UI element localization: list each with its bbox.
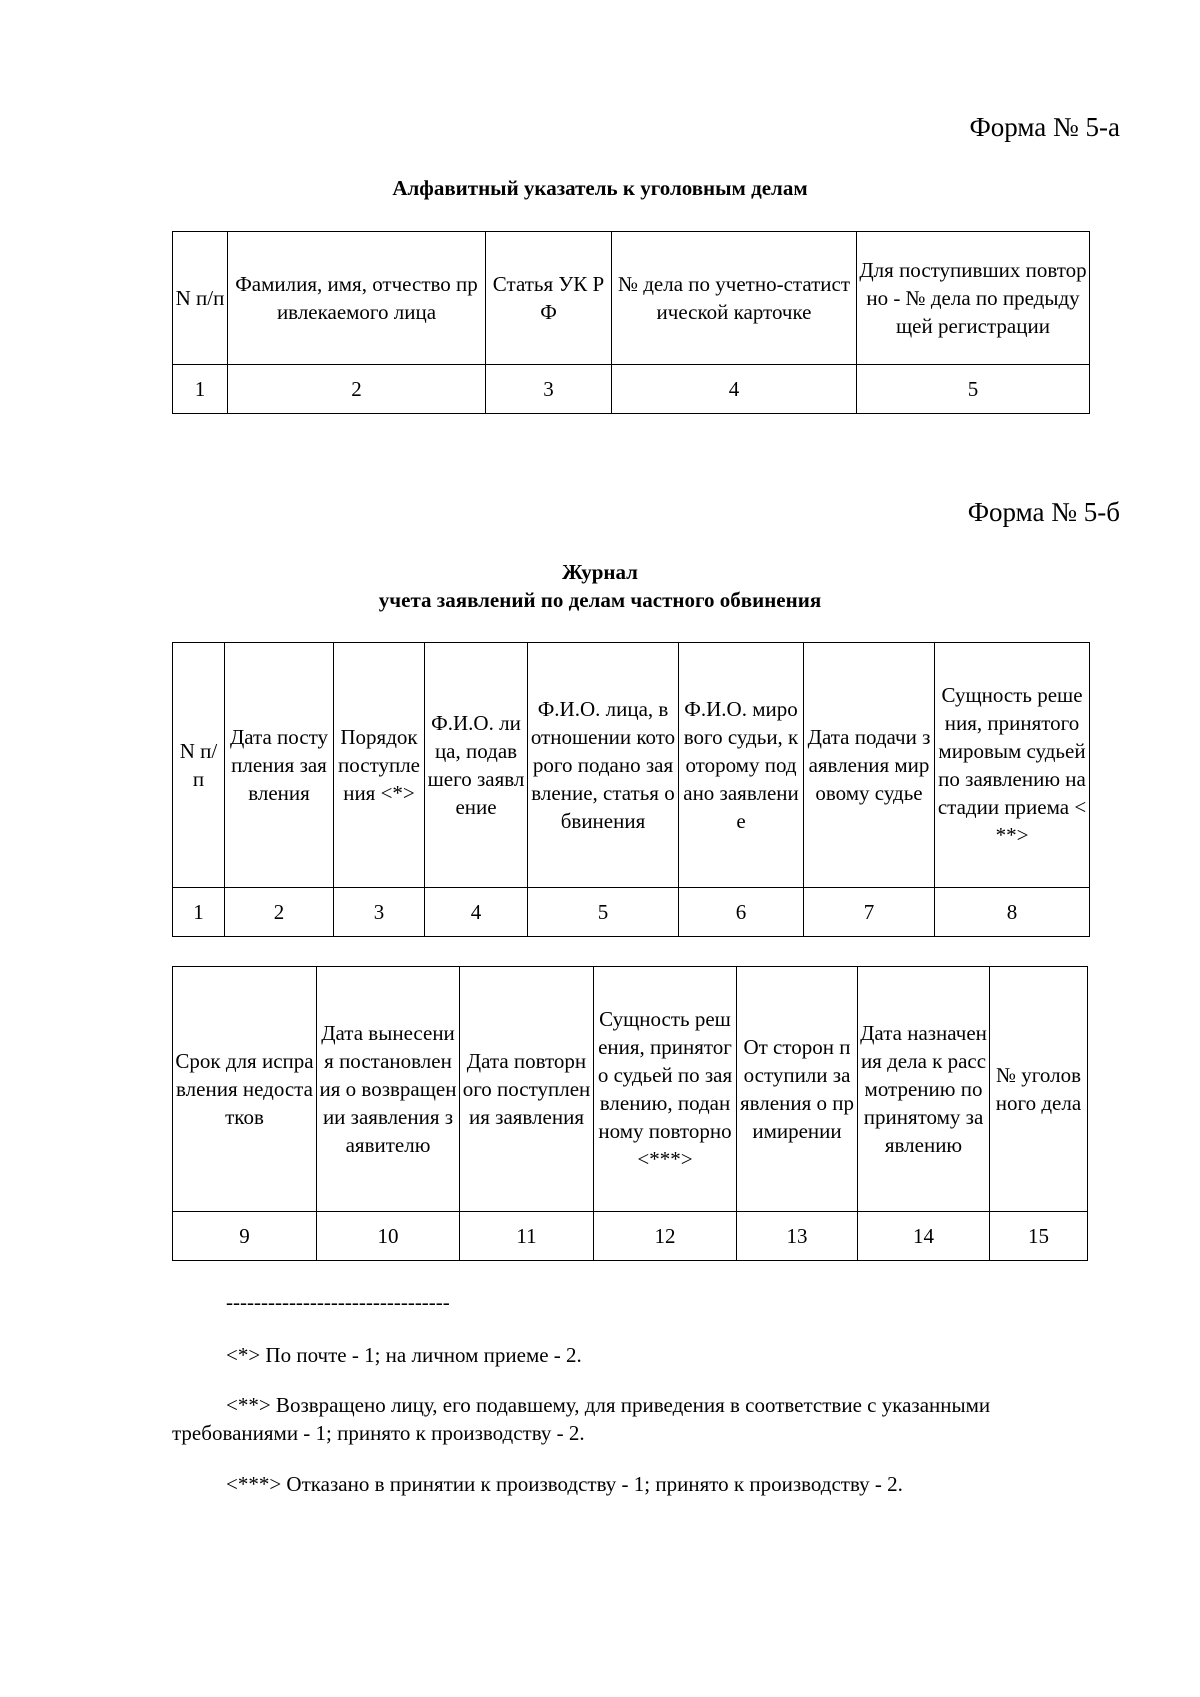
column-number: 6	[679, 888, 804, 937]
header-cell: № дела по учетно-статистической карточке	[612, 232, 857, 365]
header-cell: Дата повторного поступления заявления	[460, 967, 594, 1212]
column-number: 13	[737, 1212, 858, 1261]
table-number-row	[173, 365, 1090, 414]
header-cell: № уголовного дела	[990, 967, 1088, 1212]
header-cell: Срок для исправления недостатков	[173, 967, 317, 1212]
table-header-row	[173, 232, 1090, 365]
column-number: 5	[857, 365, 1090, 414]
header-cell: Ф.И.О. лица, в отношении которого подано заявление, статья обвинения	[528, 643, 679, 888]
column-number: 3	[334, 888, 425, 937]
column-number: 7	[804, 888, 935, 937]
footnote-1: <*> По почте - 1; на личном приеме - 2.	[226, 1343, 582, 1367]
alphabetical-index-table	[172, 231, 1090, 414]
header-cell: Дата подачи заявления мировому судье	[804, 643, 935, 888]
header-cell: Сущность решения, принятого судьей по заявлению, поданному повторно <***>	[594, 967, 737, 1212]
footnote-3: <***> Отказано в принятии к производству - 1; принято к производству - 2.	[226, 1472, 903, 1496]
footnote-separator: --------------------------------	[226, 1290, 450, 1314]
column-number: 3	[486, 365, 612, 414]
column-number: 12	[594, 1212, 737, 1261]
journal-table-part2	[172, 966, 1088, 1261]
column-number: 2	[228, 365, 486, 414]
column-number: 2	[225, 888, 334, 937]
header-cell: Ф.И.О. мирового судьи, которому подано заявление	[679, 643, 804, 888]
column-number: 4	[612, 365, 857, 414]
column-number: 8	[935, 888, 1090, 937]
column-number: 1	[173, 888, 225, 937]
column-number: 14	[858, 1212, 990, 1261]
header-cell: N п/п	[173, 643, 225, 888]
header-cell: Сущность решения, принятого мировым судьей по заявлению на стадии приема <**>	[935, 643, 1090, 888]
header-cell: Дата поступления заявления	[225, 643, 334, 888]
form-5b-title-line1: Журнал	[562, 560, 638, 584]
header-cell: Фамилия, имя, отчество привлекаемого лица	[228, 232, 486, 365]
form-5a-title: Алфавитный указатель к уголовным делам	[392, 176, 808, 200]
header-cell: От сторон поступили заявления о примирении	[737, 967, 858, 1212]
table-header-row	[173, 967, 1088, 1212]
column-number: 5	[528, 888, 679, 937]
footnote-2: <**> Возвращено лицу, его подавшему, для приведения в соответствие с указанными требованиями - 1; принято к производству - 2.	[172, 1393, 991, 1445]
column-number: 15	[990, 1212, 1088, 1261]
header-cell: Порядок поступления <*>	[334, 643, 425, 888]
column-number: 4	[425, 888, 528, 937]
header-cell: Статья УК РФ	[486, 232, 612, 365]
form-5b-label: Форма № 5-б	[967, 497, 1120, 527]
column-number: 10	[317, 1212, 460, 1261]
journal-table-part1	[172, 642, 1090, 937]
column-number: 9	[173, 1212, 317, 1261]
form-5a-label: Форма № 5-а	[969, 112, 1120, 142]
header-cell: Для поступивших повторно - № дела по предыдущей регистрации	[857, 232, 1090, 365]
form-5b-title-line2: учета заявлений по делам частного обвинения	[378, 588, 822, 612]
header-cell: Дата назначения дела к рассмотрению по принятому заявлению	[858, 967, 990, 1212]
table-number-row	[173, 1212, 1088, 1261]
header-cell: N п/п	[173, 232, 228, 365]
column-number: 1	[173, 365, 228, 414]
table-number-row	[173, 888, 1090, 937]
header-cell: Ф.И.О. лица, подавшего заявление	[425, 643, 528, 888]
header-cell: Дата вынесения постановления о возвращении заявления заявителю	[317, 967, 460, 1212]
column-number: 11	[460, 1212, 594, 1261]
table-header-row	[173, 643, 1090, 888]
